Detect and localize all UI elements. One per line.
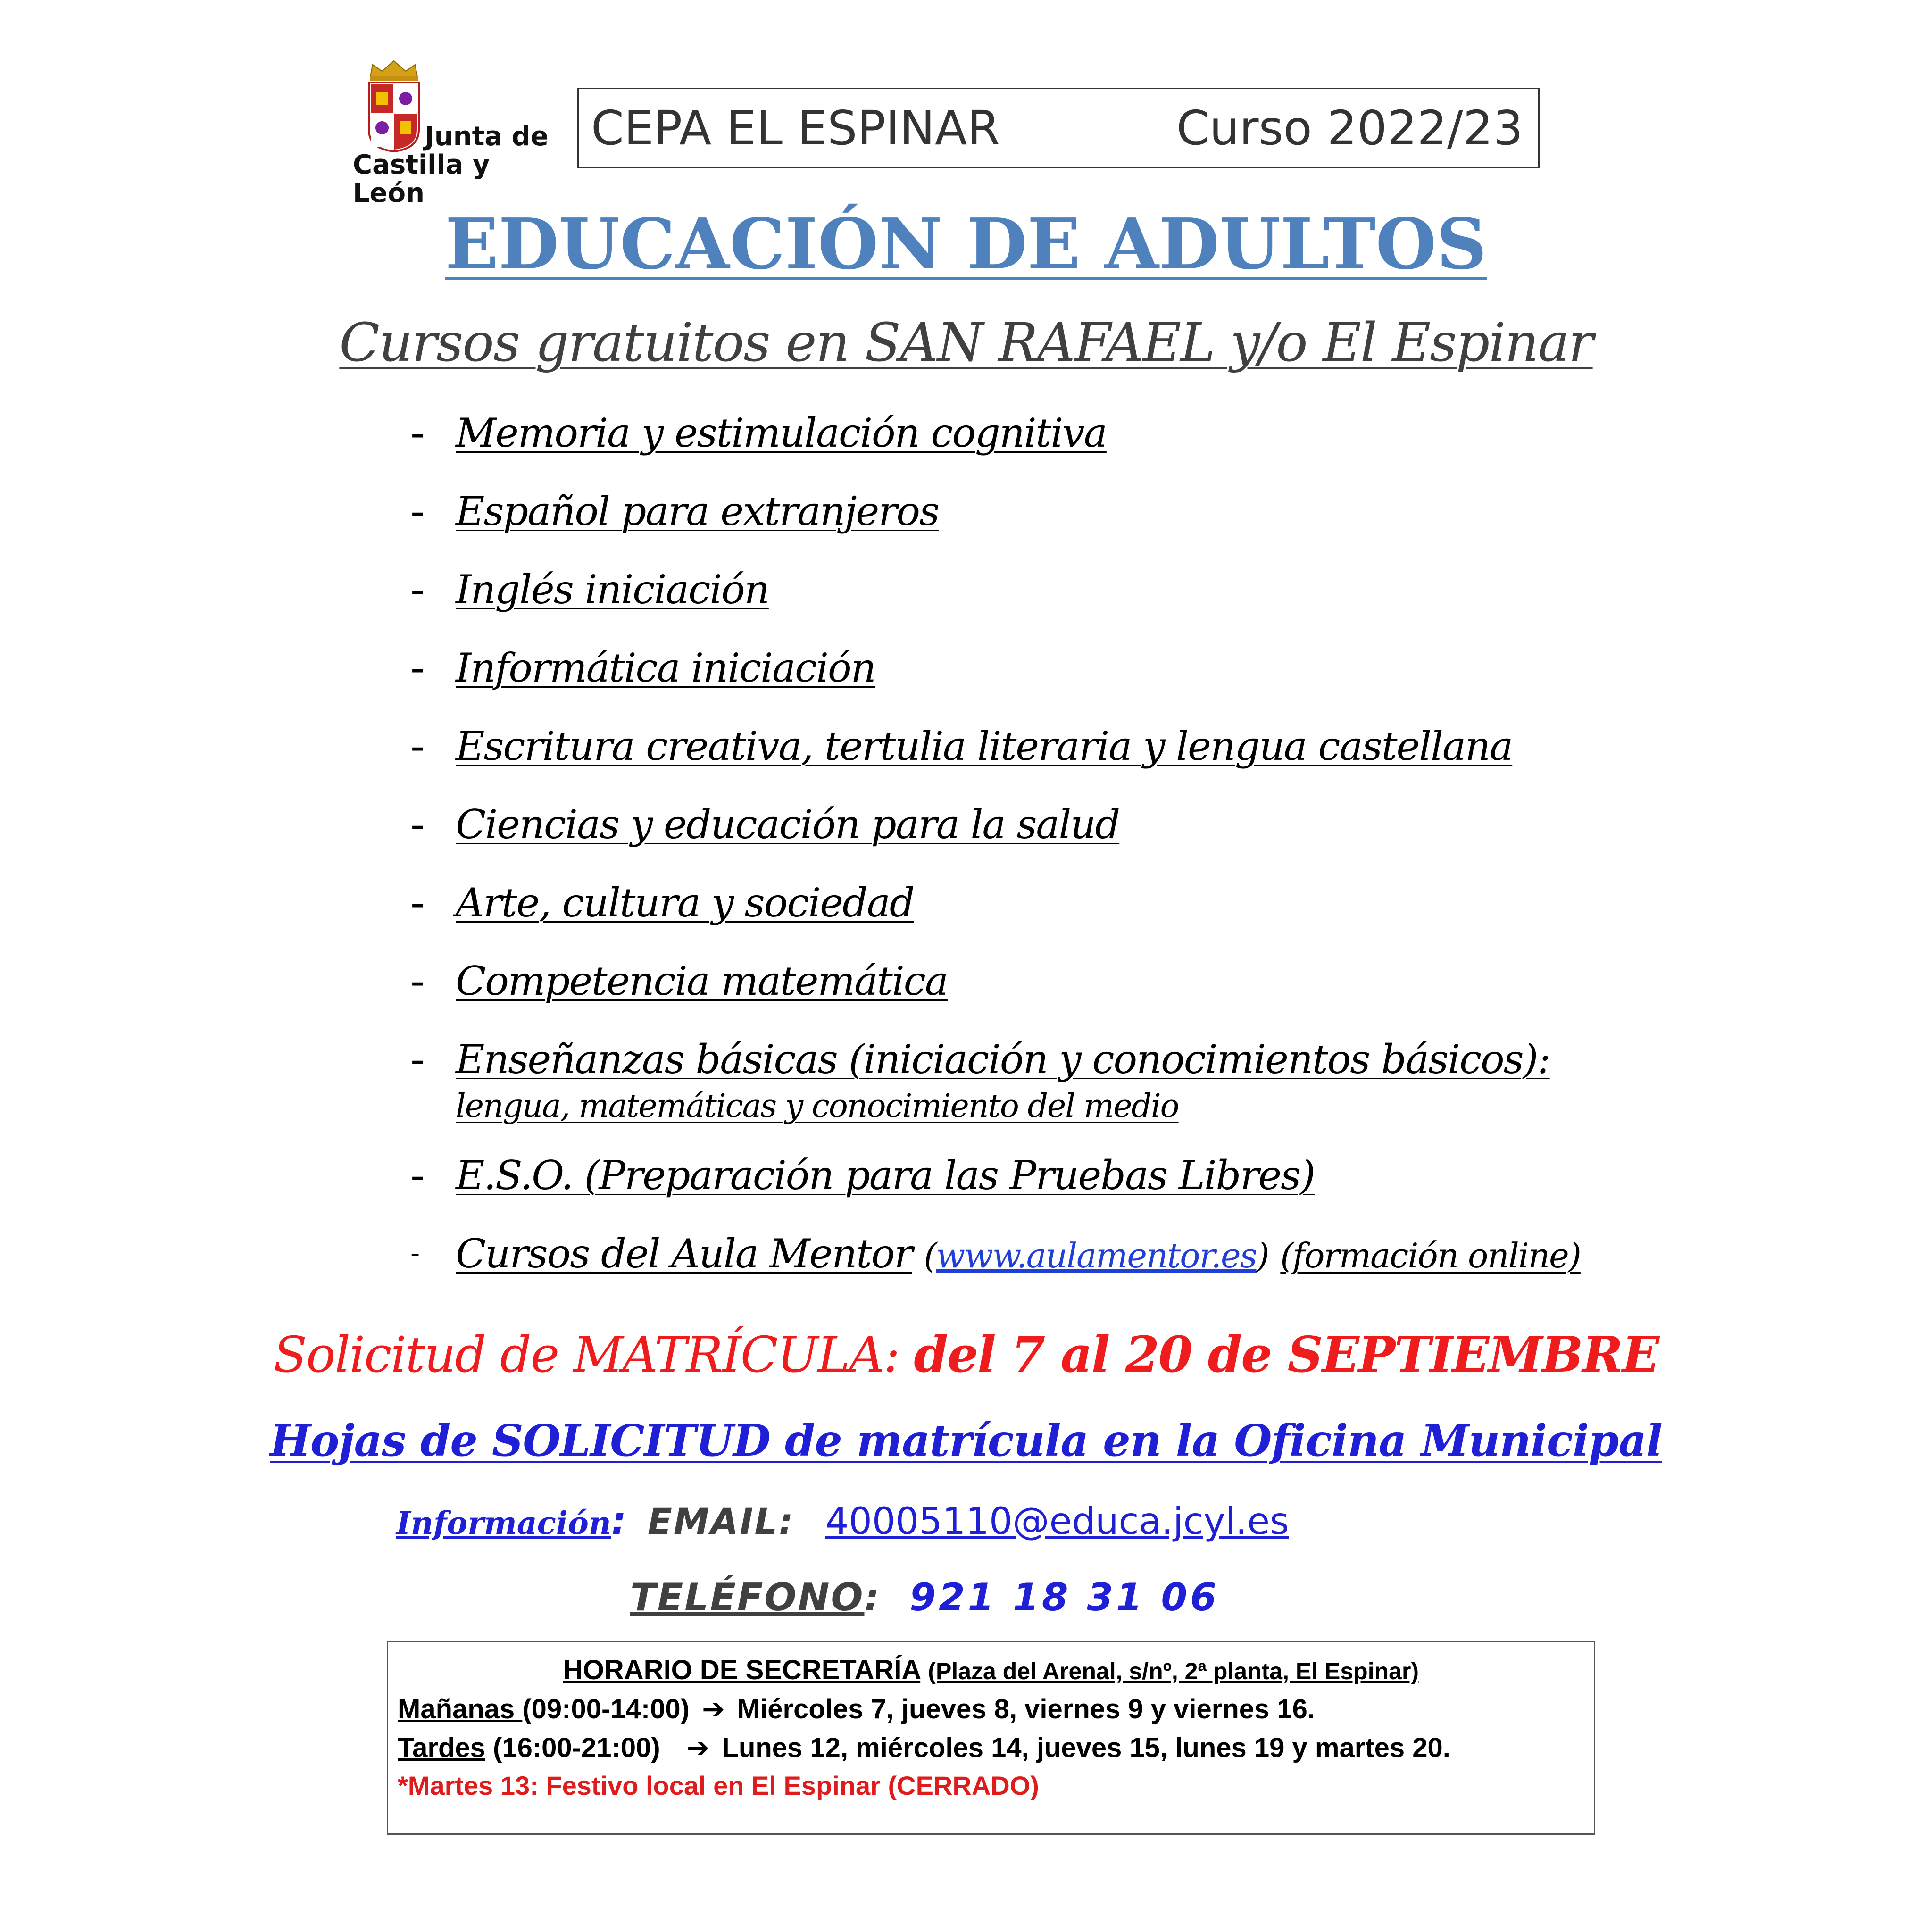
logo-line-1: Junta de: [425, 121, 549, 152]
arrow-right-icon: ➔: [686, 1732, 710, 1764]
course-label: Arte, cultura y sociedad: [456, 880, 914, 926]
logo-line-2: Castilla y León: [353, 150, 490, 208]
info-row: [396, 1499, 1289, 1543]
bullet-dash: -: [410, 958, 424, 1004]
bullet-dash: -: [410, 410, 424, 456]
course-label: Ciencias y educación para la salud: [456, 801, 1120, 848]
junta-logo: [349, 59, 557, 208]
afternoon-label: Tardes: [398, 1732, 485, 1763]
course-label: E.S.O. (Preparación para las Pruebas Libres): [456, 1152, 1315, 1199]
info-label: Información: [396, 1505, 611, 1541]
course-label: Cursos del Aula Mentor: [456, 1231, 912, 1277]
bullet-dash: -: [410, 1152, 424, 1199]
page-title: EDUCACIÓN DE ADULTOS: [445, 203, 1487, 285]
course-item: [410, 409, 1637, 457]
schedule-morning: [398, 1693, 1315, 1725]
paren-close: ): [1256, 1236, 1269, 1275]
schedule-box: [387, 1641, 1595, 1835]
phone-number: 921 18 31 06: [909, 1575, 1219, 1619]
bullet-dash: -: [410, 488, 424, 534]
course-item: [410, 1230, 1637, 1279]
enrollment-dates: del 7 al 20 de SEPTIEMBRE: [914, 1325, 1659, 1383]
schedule-heading: HORARIO DE SECRETARÍA: [563, 1655, 921, 1685]
bullet-dash: -: [410, 566, 424, 613]
course-item: [410, 644, 1637, 691]
morning-hours: (09:00-14:00): [522, 1694, 690, 1724]
course-item: [410, 958, 1637, 1005]
aulamentor-link[interactable]: www.aulamentor.es: [936, 1236, 1257, 1275]
bullet-dash: -: [410, 1036, 424, 1083]
page-subtitle: Cursos gratuitos en SAN RAFAEL y/o El Espinar: [339, 312, 1593, 374]
bullet-dash: -: [410, 880, 424, 926]
course-label: Español para extranjeros: [456, 488, 939, 534]
schedule-title: [388, 1654, 1594, 1686]
phone-label: TELÉFONO: [630, 1575, 865, 1619]
center-name: CEPA EL ESPINAR: [591, 100, 1000, 156]
header-box: [577, 88, 1540, 168]
course-item: [410, 488, 1637, 535]
schedule-afternoon: [398, 1732, 1450, 1764]
info-colon: :: [611, 1499, 626, 1543]
phone-row: [630, 1575, 1219, 1619]
application-sheets-note: Hojas de SOLICITUD de matrícula en la Oficina Municipal: [270, 1415, 1662, 1466]
course-label: Competencia matemática: [456, 958, 948, 1004]
course-item: [410, 566, 1637, 613]
bullet-dash: -: [410, 723, 424, 769]
course-item: [410, 1036, 1637, 1130]
afternoon-days: Lunes 12, miércoles 14, jueves 15, lunes 19 y martes 20.: [722, 1732, 1450, 1763]
course-item: [410, 1152, 1637, 1199]
afternoon-hours: (16:00-21:00): [485, 1732, 660, 1763]
course-item: [410, 879, 1637, 926]
course-label: Enseñanzas básicas (iniciación y conocimientos básicos):: [456, 1036, 1550, 1083]
morning-label: Mañanas: [398, 1694, 523, 1724]
course-year: Curso 2022/23: [1176, 100, 1523, 156]
bullet-dash: -: [410, 801, 424, 848]
course-label: Inglés iniciación: [456, 566, 769, 613]
bullet-dash: -: [410, 645, 424, 691]
course-sublabel: lengua, matemáticas y conocimiento del medio: [456, 1088, 1179, 1125]
arrow-right-icon: ➔: [702, 1693, 725, 1725]
course-label: Informática iniciación: [456, 645, 875, 691]
online-note: (formación online): [1280, 1236, 1581, 1275]
paren-open: (: [924, 1236, 936, 1275]
course-item: [410, 723, 1637, 770]
course-label: Memoria y estimulación cognitiva: [456, 410, 1107, 456]
enrollment-line: [0, 1325, 1932, 1383]
course-item: [410, 801, 1637, 848]
enrollment-lead: Solicitud de MATRÍCULA:: [273, 1326, 899, 1383]
email-link[interactable]: 40005110@educa.jcyl.es: [825, 1500, 1289, 1543]
bullet-dash: -: [410, 1238, 419, 1269]
holiday-note: *Martes 13: Festivo local en El Espinar (CERRADO): [398, 1771, 1039, 1800]
schedule-location: (Plaza del Arenal, s/nº, 2ª planta, El Espinar): [928, 1658, 1419, 1684]
course-label: Escritura creativa, tertulia literaria y lengua castellana: [456, 723, 1513, 769]
email-label: EMAIL:: [648, 1500, 795, 1542]
phone-colon: :: [864, 1575, 881, 1619]
course-list: [410, 409, 1637, 1279]
morning-days: Miércoles 7, jueves 8, viernes 9 y viernes 16.: [737, 1694, 1316, 1724]
